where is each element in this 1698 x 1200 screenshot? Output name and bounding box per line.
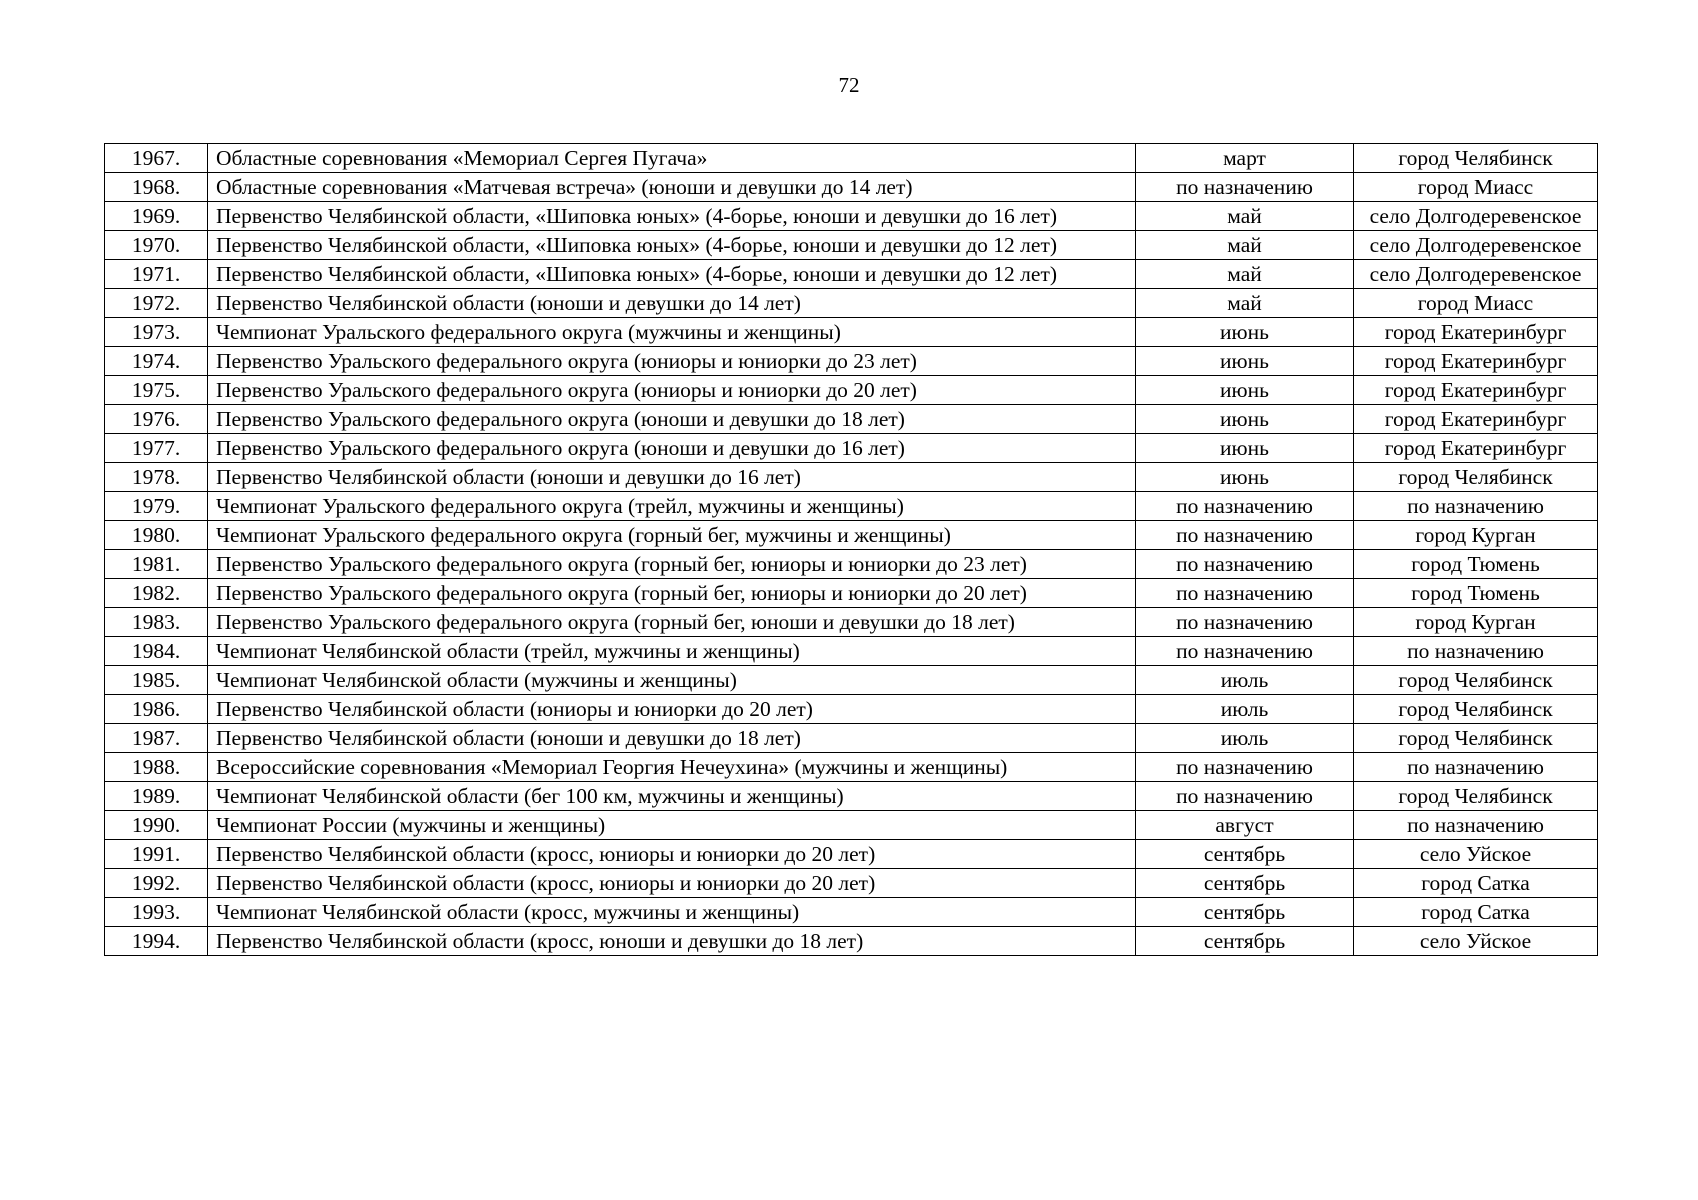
table-row [105, 666, 1598, 695]
event-name: Чемпионат Уральского федерального округа (трейл, мужчины и женщины) [208, 492, 1136, 521]
row-number: 1971. [105, 260, 208, 289]
row-number: 1972. [105, 289, 208, 318]
event-name: Чемпионат Челябинской области (кросс, мужчины и женщины) [208, 898, 1136, 927]
event-name: Чемпионат Челябинской области (бег 100 км, мужчины и женщины) [208, 782, 1136, 811]
event-date: май [1136, 231, 1354, 260]
event-name: Чемпионат России (мужчины и женщины) [208, 811, 1136, 840]
event-place: город Миасс [1354, 173, 1598, 202]
table-row [105, 434, 1598, 463]
table-row [105, 318, 1598, 347]
event-name: Первенство Челябинской области, «Шиповка юных» (4-борье, юноши и девушки до 12 лет) [208, 260, 1136, 289]
row-number: 1981. [105, 550, 208, 579]
table-row [105, 753, 1598, 782]
event-place: город Екатеринбург [1354, 376, 1598, 405]
event-place: город Тюмень [1354, 550, 1598, 579]
event-place: город Курган [1354, 608, 1598, 637]
table-row [105, 463, 1598, 492]
table-row [105, 405, 1598, 434]
event-date: август [1136, 811, 1354, 840]
table-row [105, 347, 1598, 376]
table-row [105, 695, 1598, 724]
row-number: 1969. [105, 202, 208, 231]
event-date: июнь [1136, 376, 1354, 405]
table-row [105, 898, 1598, 927]
event-date: май [1136, 289, 1354, 318]
table-row [105, 144, 1598, 173]
event-name: Первенство Челябинской области (кросс, юниоры и юниорки до 20 лет) [208, 840, 1136, 869]
event-date: по назначению [1136, 173, 1354, 202]
event-place: город Курган [1354, 521, 1598, 550]
event-name: Первенство Челябинской области, «Шиповка юных» (4-борье, юноши и девушки до 16 лет) [208, 202, 1136, 231]
row-number: 1979. [105, 492, 208, 521]
event-place: город Екатеринбург [1354, 434, 1598, 463]
row-number: 1973. [105, 318, 208, 347]
row-number: 1974. [105, 347, 208, 376]
event-name: Первенство Челябинской области (юниоры и юниорки до 20 лет) [208, 695, 1136, 724]
event-name: Чемпионат Уральского федерального округа (горный бег, мужчины и женщины) [208, 521, 1136, 550]
row-number: 1992. [105, 869, 208, 898]
event-date: май [1136, 202, 1354, 231]
event-date: июль [1136, 695, 1354, 724]
event-place: село Уйское [1354, 840, 1598, 869]
row-number: 1990. [105, 811, 208, 840]
event-name: Первенство Челябинской области (кросс, юноши и девушки до 18 лет) [208, 927, 1136, 956]
event-name: Первенство Уральского федерального округа (юниоры и юниорки до 23 лет) [208, 347, 1136, 376]
event-name: Первенство Челябинской области, «Шиповка юных» (4-борье, юноши и девушки до 12 лет) [208, 231, 1136, 260]
table-row [105, 608, 1598, 637]
event-date: июль [1136, 666, 1354, 695]
event-date: по назначению [1136, 492, 1354, 521]
events-table-body [105, 144, 1598, 956]
table-row [105, 811, 1598, 840]
event-date: июнь [1136, 434, 1354, 463]
event-place: город Екатеринбург [1354, 405, 1598, 434]
event-place: город Челябинск [1354, 666, 1598, 695]
table-row [105, 289, 1598, 318]
table-row [105, 202, 1598, 231]
event-date: сентябрь [1136, 840, 1354, 869]
event-name: Чемпионат Уральского федерального округа (мужчины и женщины) [208, 318, 1136, 347]
row-number: 1968. [105, 173, 208, 202]
event-place: город Челябинск [1354, 724, 1598, 753]
row-number: 1980. [105, 521, 208, 550]
row-number: 1983. [105, 608, 208, 637]
event-date: июнь [1136, 318, 1354, 347]
table-row [105, 579, 1598, 608]
table-row [105, 521, 1598, 550]
event-place: город Сатка [1354, 898, 1598, 927]
event-date: по назначению [1136, 521, 1354, 550]
table-row [105, 173, 1598, 202]
row-number: 1993. [105, 898, 208, 927]
event-name: Первенство Челябинской области (кросс, юниоры и юниорки до 20 лет) [208, 869, 1136, 898]
event-place: город Челябинск [1354, 463, 1598, 492]
event-place: по назначению [1354, 753, 1598, 782]
event-name: Первенство Челябинской области (юноши и девушки до 14 лет) [208, 289, 1136, 318]
event-name: Областные соревнования «Матчевая встреча» (юноши и девушки до 14 лет) [208, 173, 1136, 202]
event-name: Первенство Уральского федерального округа (горный бег, юниоры и юниорки до 20 лет) [208, 579, 1136, 608]
table-row [105, 492, 1598, 521]
event-place: село Уйское [1354, 927, 1598, 956]
event-name: Чемпионат Челябинской области (мужчины и женщины) [208, 666, 1136, 695]
row-number: 1984. [105, 637, 208, 666]
page-number: 72 [838, 73, 860, 97]
event-date: июль [1136, 724, 1354, 753]
event-name: Первенство Уральского федерального округа (юниоры и юниорки до 20 лет) [208, 376, 1136, 405]
row-number: 1978. [105, 463, 208, 492]
event-place: город Екатеринбург [1354, 347, 1598, 376]
row-number: 1970. [105, 231, 208, 260]
event-date: по назначению [1136, 782, 1354, 811]
event-place: город Тюмень [1354, 579, 1598, 608]
event-date: июнь [1136, 347, 1354, 376]
event-place: село Долгодеревенское [1354, 260, 1598, 289]
event-place: по назначению [1354, 811, 1598, 840]
row-number: 1986. [105, 695, 208, 724]
row-number: 1977. [105, 434, 208, 463]
event-date: сентябрь [1136, 869, 1354, 898]
event-place: город Челябинск [1354, 144, 1598, 173]
row-number: 1975. [105, 376, 208, 405]
table-row [105, 927, 1598, 956]
table-row [105, 840, 1598, 869]
event-date: по назначению [1136, 637, 1354, 666]
table-row [105, 637, 1598, 666]
row-number: 1991. [105, 840, 208, 869]
event-place: по назначению [1354, 492, 1598, 521]
table-row [105, 260, 1598, 289]
row-number: 1985. [105, 666, 208, 695]
event-name: Первенство Челябинской области (юноши и девушки до 16 лет) [208, 463, 1136, 492]
event-date: по назначению [1136, 550, 1354, 579]
event-name: Чемпионат Челябинской области (трейл, мужчины и женщины) [208, 637, 1136, 666]
event-name: Первенство Челябинской области (юноши и девушки до 18 лет) [208, 724, 1136, 753]
event-date: май [1136, 260, 1354, 289]
event-place: город Екатеринбург [1354, 318, 1598, 347]
row-number: 1988. [105, 753, 208, 782]
event-place: город Челябинск [1354, 782, 1598, 811]
event-date: сентябрь [1136, 927, 1354, 956]
event-name: Первенство Уральского федерального округа (горный бег, юноши и девушки до 18 лет) [208, 608, 1136, 637]
table-row [105, 376, 1598, 405]
table-row [105, 869, 1598, 898]
row-number: 1976. [105, 405, 208, 434]
events-table [104, 143, 1598, 956]
table-row [105, 550, 1598, 579]
table-row [105, 782, 1598, 811]
event-date: по назначению [1136, 579, 1354, 608]
event-place: по назначению [1354, 637, 1598, 666]
event-date: июнь [1136, 463, 1354, 492]
event-place: город Миасс [1354, 289, 1598, 318]
row-number: 1987. [105, 724, 208, 753]
event-name: Всероссийские соревнования «Мемориал Георгия Нечеухина» (мужчины и женщины) [208, 753, 1136, 782]
event-name: Областные соревнования «Мемориал Сергея Пугача» [208, 144, 1136, 173]
event-name: Первенство Уральского федерального округа (горный бег, юниоры и юниорки до 23 лет) [208, 550, 1136, 579]
event-date: сентябрь [1136, 898, 1354, 927]
event-date: март [1136, 144, 1354, 173]
row-number: 1994. [105, 927, 208, 956]
row-number: 1989. [105, 782, 208, 811]
event-name: Первенство Уральского федерального округа (юноши и девушки до 16 лет) [208, 434, 1136, 463]
row-number: 1982. [105, 579, 208, 608]
table-row [105, 724, 1598, 753]
event-date: июнь [1136, 405, 1354, 434]
event-date: по назначению [1136, 608, 1354, 637]
event-name: Первенство Уральского федерального округа (юноши и девушки до 18 лет) [208, 405, 1136, 434]
table-row [105, 231, 1598, 260]
event-place: село Долгодеревенское [1354, 231, 1598, 260]
event-place: город Сатка [1354, 869, 1598, 898]
event-date: по назначению [1136, 753, 1354, 782]
event-place: город Челябинск [1354, 695, 1598, 724]
event-place: село Долгодеревенское [1354, 202, 1598, 231]
row-number: 1967. [105, 144, 208, 173]
